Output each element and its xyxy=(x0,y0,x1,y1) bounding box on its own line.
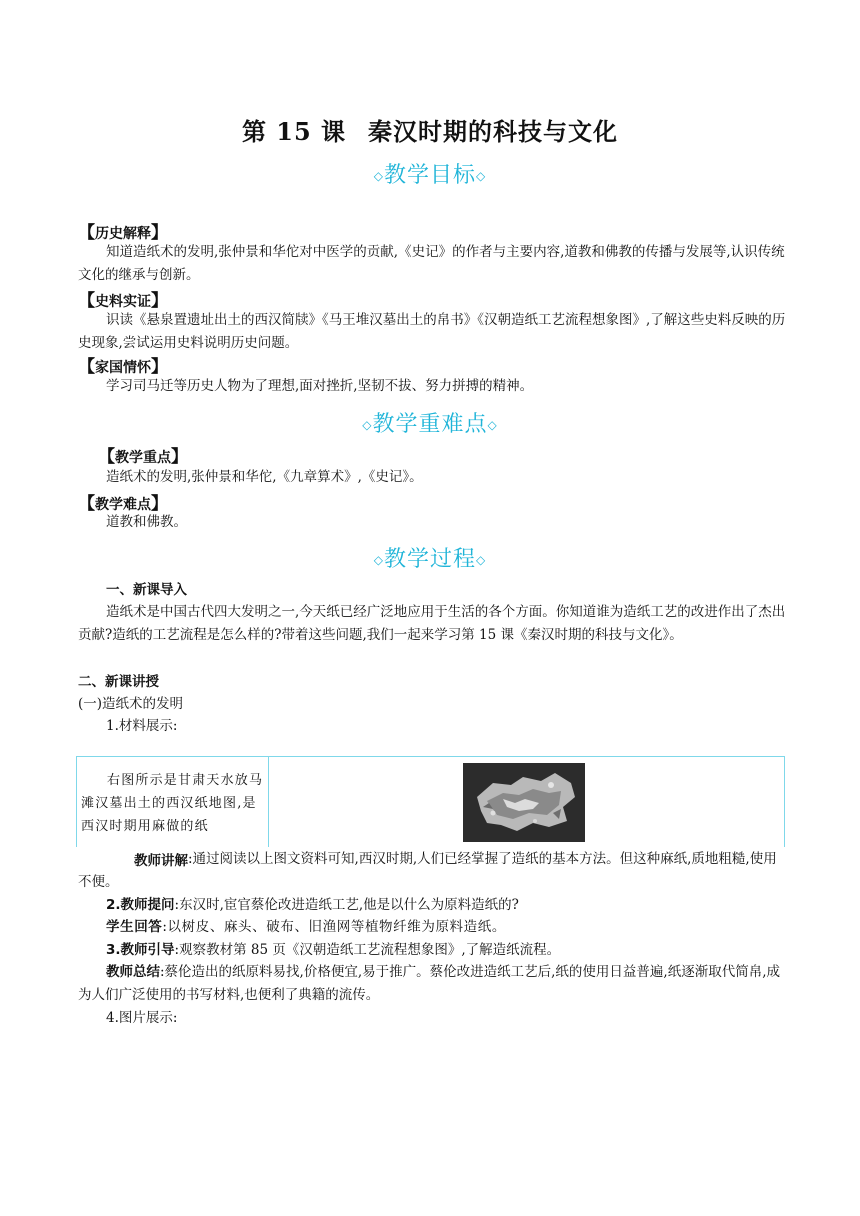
history-text: 知道造纸术的发明,张仲景和华佗对中医学的贡献,《史记》的作者与主要内容,道教和佛教的传播与发展等,认识传统文化的继承与创新。 xyxy=(78,244,785,283)
section-heading-process: ◇教学过程◇ xyxy=(373,547,487,572)
difficulty-text: 道教和佛教。 xyxy=(106,514,187,530)
tag-difficulty: 【教学难点】 xyxy=(78,494,168,514)
student-answer: 学生回答:以树皮、麻头、破布、旧渔网等植物纤维为原料造纸。 xyxy=(106,919,506,935)
teacher-explain: 教师讲解 xyxy=(134,853,188,869)
teacher-summary: 教师总结:蔡伦造出的纸原料易找,价格便宜,易于推广。蔡伦改进造纸工艺后,纸的使用日益普遍,纸逐渐取代简帛,成为人们广泛使用的书写材料,也便利了典籍的流传。 xyxy=(78,964,781,1003)
item1-label: 1.材料展示: xyxy=(106,718,178,734)
evidence-text: 识读《悬泉置遗址出土的西汉简牍》《马王堆汉墓出土的帛书》《汉朝造纸工艺流程想象图》,了解这些史料反映的历史现象,尝试运用史料说明历史问题。 xyxy=(78,312,786,351)
tag-history-explanation: 【历史解释】 xyxy=(78,223,168,243)
subsection-paper: (一)造纸术的发明 xyxy=(78,696,184,712)
intro-heading: 一、新课导入 xyxy=(106,582,187,598)
lesson-number: 第 15 课 xyxy=(241,117,347,146)
diamond-icon: ◇ xyxy=(373,169,384,183)
diamond-icon: ◇ xyxy=(362,418,373,432)
diamond-icon: ◇ xyxy=(476,553,487,567)
diamond-icon: ◇ xyxy=(373,553,384,567)
section-heading-key-points: ◇教学重难点◇ xyxy=(362,412,498,437)
country-text: 学习司马迁等历史人物为了理想,面对挫折,坚韧不拔、努力拼搏的精神。 xyxy=(106,378,534,394)
paper-map-photo xyxy=(463,763,585,842)
intro-text: 造纸术是中国古代四大发明之一,今天纸已经广泛地应用于生活的各个方面。你知道谁为造纸工艺的改进作出了杰出贡献?造纸的工艺流程是怎么样的?带着这些问题,我们一起来学习第 15 课《秦汉时期的科技与文化》。 xyxy=(78,604,786,643)
item4-label: 4.图片展示: xyxy=(106,1010,178,1026)
focus-text: 造纸术的发明,张仲景和华佗,《九章算术》,《史记》。 xyxy=(106,469,423,485)
section-heading-goals: ◇教学目标◇ xyxy=(373,163,487,188)
lecture-heading: 二、新课讲授 xyxy=(78,674,159,690)
tag-evidence: 【史料实证】 xyxy=(78,291,168,311)
tag-focus: 【教学重点】 xyxy=(98,447,188,467)
diamond-icon: ◇ xyxy=(487,418,498,432)
material-caption: 右图所示是甘肃天水放马滩汉墓出土的西汉纸地图,是西汉时期用麻做的纸 xyxy=(81,773,264,834)
item2-question: 2.教师提问:东汉时,宦官蔡伦改进造纸工艺,他是以什么为原料造纸的? xyxy=(106,897,519,913)
lesson-topic: 秦汉时期的科技与文化 xyxy=(368,117,619,146)
diamond-icon: ◇ xyxy=(476,169,487,183)
item3-guide: 3.教师引导:观察教材第 85 页《汉朝造纸工艺流程想象图》,了解造纸流程。 xyxy=(106,942,561,958)
page-title xyxy=(0,112,860,147)
teacher-explain-text: :通过阅读以上图文资料可知,西汉时期,人们已经掌握了造纸的基本方法。但这种麻纸,质地粗糙,使用不便。 xyxy=(78,851,777,890)
tag-country: 【家国情怀】 xyxy=(78,357,168,377)
material-divider xyxy=(268,757,269,847)
material-box xyxy=(76,756,785,847)
